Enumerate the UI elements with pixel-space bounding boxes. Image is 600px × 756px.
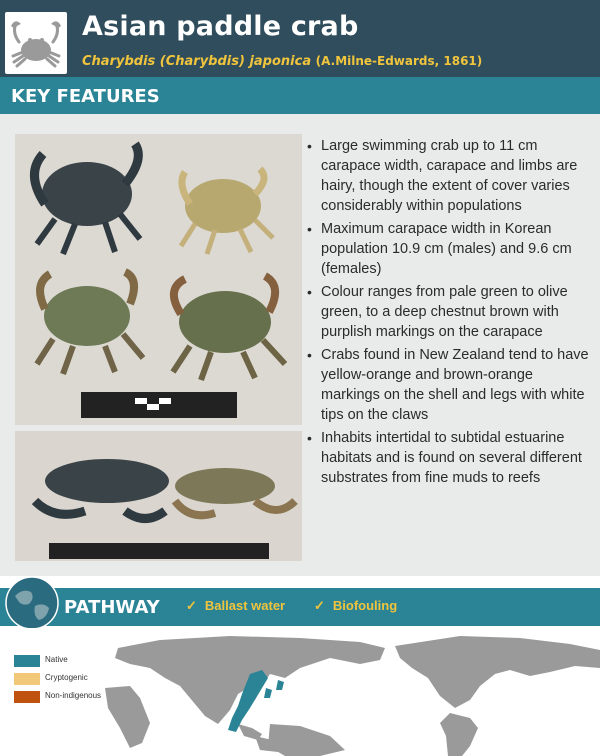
feature-item: • Crabs found in New Zealand tend to have yellow-orange and brown-orange markings on the shell and legs with white tips on the claws [307, 347, 589, 423]
key-features-band [0, 77, 600, 114]
bullet-icon: • [307, 221, 312, 237]
scientific-name: Charybdis (Charybdis) japonica [82, 54, 312, 69]
logo [5, 12, 67, 74]
legend-swatch [14, 691, 40, 703]
feature-item: • Colour ranges from pale green to olive green, to a deep chestnut brown with purplish markings on the carapace [307, 284, 568, 340]
crab-photo-side-view [15, 431, 302, 561]
feature-item: • Maximum carapace width in Korean population 10.9 cm (males) and 9.6 cm (females) [307, 221, 572, 277]
bullet-icon: • [307, 347, 312, 363]
crab-dark [34, 144, 140, 254]
header [0, 0, 600, 77]
crab-photo-top-view [15, 134, 302, 425]
feature-item: • Large swimming crab up to 11 cm carapace width, carapace and limbs are hairy, though the extent of cover varies considerably within populations [307, 138, 578, 214]
pathway-item-biofouling: ✓ Biofouling [314, 598, 398, 613]
legend-swatch [14, 673, 40, 685]
crab-green-right [173, 276, 285, 380]
world-landmass [105, 636, 600, 756]
scientific-name-line [82, 54, 482, 69]
bullet-icon: • [307, 284, 312, 300]
legend-swatch [14, 655, 40, 667]
pathway-heading: PATHWAY [64, 597, 160, 618]
crab-icon [5, 12, 67, 74]
key-features-heading: KEY FEATURES [11, 86, 160, 107]
authority: (A.Milne-Edwards, 1861) [315, 54, 483, 68]
bullet-icon: • [307, 430, 312, 446]
check-icon: ✓ [314, 598, 325, 613]
bullet-icon: • [307, 138, 312, 154]
globe-icon [5, 576, 59, 630]
legend-label: Cryptogenic [45, 673, 88, 682]
crab-pale [181, 169, 273, 254]
legend-label: Native [45, 655, 68, 664]
legend-label: Non-indigenous [45, 691, 102, 700]
pathway-item-ballast-water: ✓ Ballast water [186, 598, 286, 613]
page-title: Asian paddle crab [82, 11, 359, 42]
scale-bar [81, 392, 237, 418]
feature-item: • Inhabits intertidal to subtidal estuarine habitats and is found on several different substrates from fine muds to reefs [307, 430, 582, 486]
key-features-list [304, 136, 594, 491]
crab-green-left [37, 272, 143, 374]
check-icon: ✓ [186, 598, 197, 613]
